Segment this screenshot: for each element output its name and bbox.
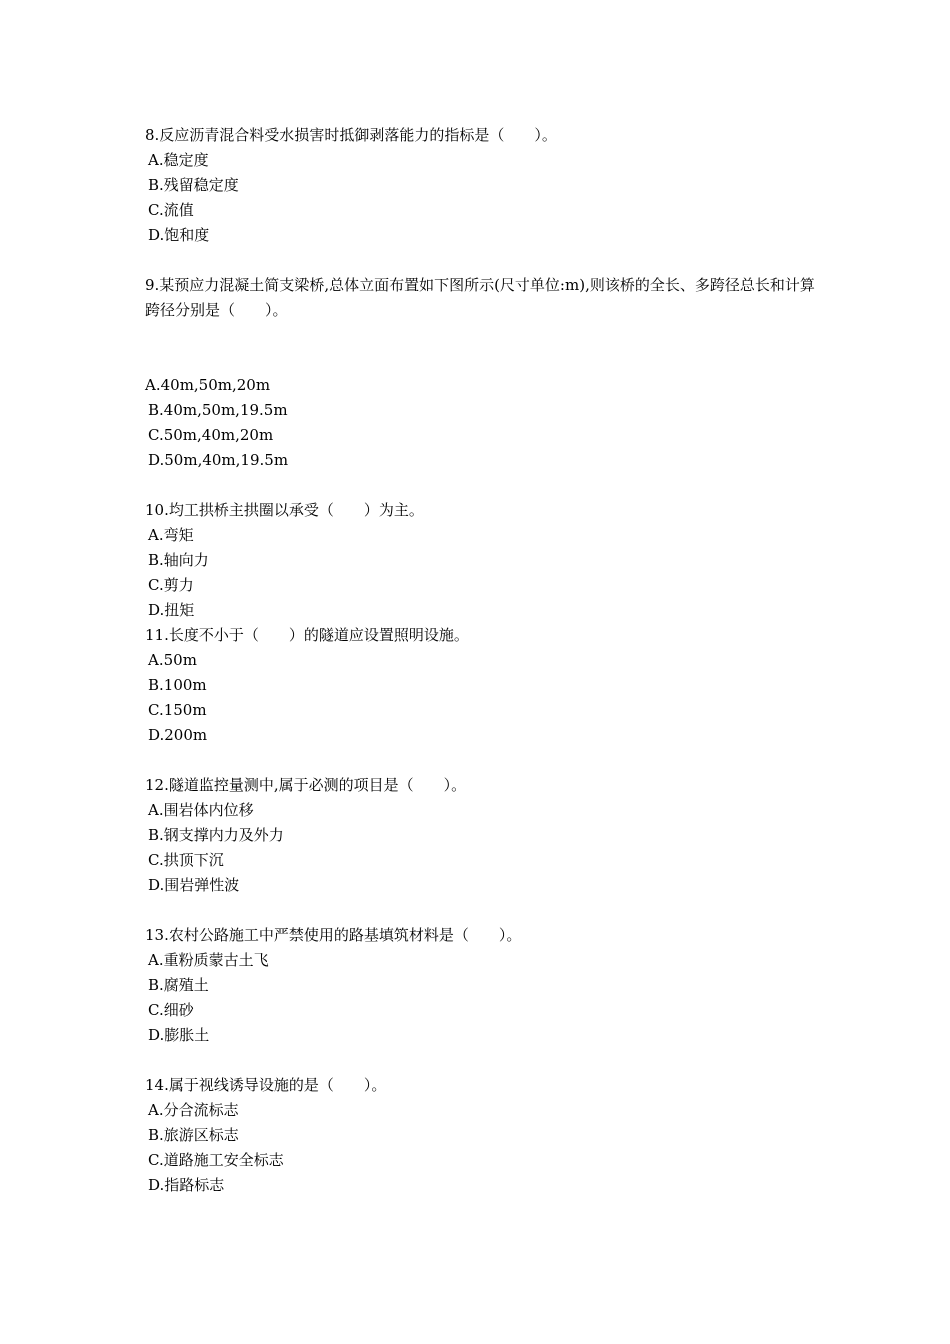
question-text: 11.长度不小于（ ）的隧道应设置照明设施。 [145, 626, 469, 644]
option-b: B.旅游区标志 [148, 1126, 239, 1144]
option-d: D.指路标志 [148, 1176, 225, 1194]
question-14 [145, 1073, 815, 1198]
option-b: B.钢支撑内力及外力 [148, 826, 284, 844]
option-a: A.重粉质蒙古土飞 [148, 951, 269, 969]
option-a: A.稳定度 [148, 151, 209, 169]
option-b: B.腐殖土 [148, 976, 209, 994]
option-c: C.流值 [148, 201, 194, 219]
option-c: C.拱顶下沉 [148, 851, 224, 869]
question-12 [145, 773, 815, 898]
option-b: B.残留稳定度 [148, 176, 239, 194]
question-13 [145, 923, 815, 1048]
option-d: D.50m,40m,19.5m [148, 451, 289, 469]
option-c: C.150m [148, 701, 207, 719]
option-c: C.50m,40m,20m [148, 426, 274, 444]
question-text: 12.隧道监控量测中,属于必测的项目是（ ）。 [145, 776, 467, 794]
option-a: A.50m [148, 651, 197, 669]
question-text: 8.反应沥青混合料受水损害时抵御剥落能力的指标是（ ）。 [145, 126, 557, 144]
option-c: C.细砂 [148, 1001, 194, 1019]
question-text: 9.某预应力混凝土简支梁桥,总体立面布置如下图所示(尺寸单位:m),则该桥的全长、多跨径总长和计算跨径分别是（ ）。 [145, 276, 815, 319]
question-text: 10.均工拱桥主拱圈以承受（ ）为主。 [145, 501, 424, 519]
question-10 [145, 498, 815, 623]
option-c: C.道路施工安全标志 [148, 1151, 284, 1169]
option-d: D.饱和度 [148, 226, 210, 244]
figure-placeholder [145, 323, 815, 373]
question-list [145, 123, 815, 1198]
option-d: D.围岩弹性波 [148, 876, 240, 894]
question-text: 14.属于视线诱导设施的是（ ）。 [145, 1076, 387, 1094]
option-b: B.40m,50m,19.5m [148, 401, 288, 419]
option-a: A.弯矩 [148, 526, 194, 544]
question-9 [145, 273, 815, 473]
option-a: A.围岩体内位移 [148, 801, 254, 819]
option-c: C.剪力 [148, 576, 194, 594]
question-11 [145, 623, 815, 748]
option-d: D.扭矩 [148, 601, 195, 619]
option-d: D.膨胀土 [148, 1026, 210, 1044]
option-a: A.40m,50m,20m [145, 376, 271, 394]
question-8 [145, 123, 815, 248]
option-d: D.200m [148, 726, 208, 744]
option-b: B.100m [148, 676, 207, 694]
option-b: B.轴向力 [148, 551, 209, 569]
option-a: A.分合流标志 [148, 1101, 239, 1119]
question-text: 13.农村公路施工中严禁使用的路基填筑材料是（ ）。 [145, 926, 522, 944]
